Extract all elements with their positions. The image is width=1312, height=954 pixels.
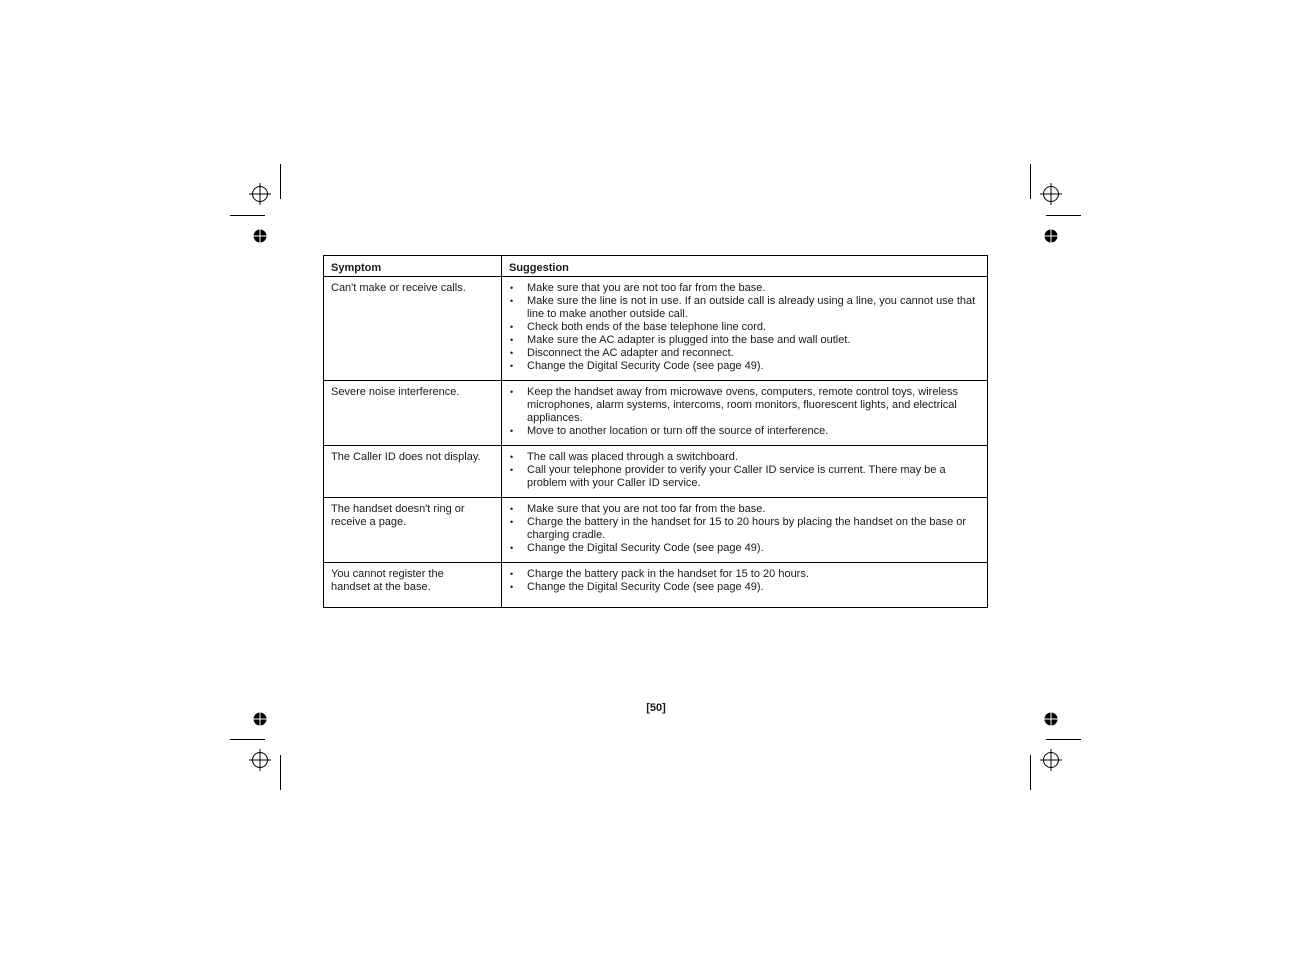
symptom-cell <box>324 446 502 498</box>
symptom-text: The handset doesn't ring or receive a page. <box>331 503 465 528</box>
page-number: [50] <box>646 702 666 714</box>
suggestion-item: • Change the Digital Security Code (see page 49). <box>509 581 980 594</box>
troubleshooting-table <box>323 255 988 608</box>
symptom-text: Severe noise interference. <box>331 386 460 398</box>
symptom-text: You cannot register the handset at the base. <box>331 568 444 593</box>
suggestion-item: • Move to another location or turn off the source of interference. <box>509 425 980 438</box>
crosshair-target-icon <box>1039 182 1063 206</box>
registration-dot-icon <box>252 228 268 244</box>
table-row <box>324 563 988 608</box>
suggestion-item: • Charge the battery pack in the handset for 15 to 20 hours. <box>509 568 980 581</box>
crop-line <box>280 164 281 199</box>
suggestion-item: • Charge the battery in the handset for 15 to 20 hours by placing the handset on the base or charging cradle. <box>509 516 980 542</box>
suggestion-list <box>509 386 980 438</box>
suggestion-item: • The call was placed through a switchboard. <box>509 451 980 464</box>
suggestion-item: • Make sure the line is not in use. If an outside call is already using a line, you cannot use that line to make another outside call. <box>509 295 980 321</box>
suggestion-item: • Change the Digital Security Code (see page 49). <box>509 360 980 373</box>
crop-line <box>1046 215 1081 216</box>
suggestion-item: • Keep the handset away from microwave ovens, computers, remote control toys, wireless microphones, alarm systems, intercoms, room monitors, fluorescent lights, and electrical appliances. <box>509 386 980 425</box>
suggestion-cell <box>502 381 988 446</box>
suggestion-cell <box>502 498 988 563</box>
symptom-cell <box>324 563 502 608</box>
crop-line <box>230 215 265 216</box>
crop-line <box>1030 164 1031 199</box>
crop-line <box>1046 739 1081 740</box>
suggestion-item: • Change the Digital Security Code (see page 49). <box>509 542 980 555</box>
crop-line <box>230 739 265 740</box>
suggestion-item: • Check both ends of the base telephone line cord. <box>509 321 980 334</box>
suggestion-list <box>509 568 980 594</box>
suggestion-item: • Make sure that you are not too far from the base. <box>509 282 980 295</box>
suggestion-item: • Call your telephone provider to verify your Caller ID service is current. There may be a problem with your Caller ID service. <box>509 464 980 490</box>
suggestion-cell <box>502 563 988 608</box>
symptom-text: The Caller ID does not display. <box>331 451 481 463</box>
suggestion-item: • Make sure that you are not too far from the base. <box>509 503 980 516</box>
suggestion-item: • Make sure the AC adapter is plugged into the base and wall outlet. <box>509 334 980 347</box>
suggestion-list <box>509 503 980 555</box>
crosshair-target-icon <box>1039 748 1063 772</box>
crosshair-target-icon <box>248 182 272 206</box>
registration-dot-icon <box>1043 228 1059 244</box>
suggestion-column-header: Suggestion <box>502 256 988 277</box>
suggestion-list <box>509 451 980 490</box>
symptom-column-header: Symptom <box>324 256 502 277</box>
table-header-row <box>324 256 988 277</box>
table-row <box>324 498 988 563</box>
symptom-text: Can't make or receive calls. <box>331 282 466 294</box>
suggestion-cell <box>502 446 988 498</box>
suggestion-list <box>509 282 980 373</box>
crop-line <box>280 755 281 790</box>
crop-line <box>1030 755 1031 790</box>
table-row <box>324 381 988 446</box>
symptom-cell <box>324 498 502 563</box>
symptom-cell <box>324 381 502 446</box>
suggestion-cell <box>502 277 988 381</box>
table-row <box>324 277 988 381</box>
symptom-cell <box>324 277 502 381</box>
table-row <box>324 446 988 498</box>
suggestion-item: • Disconnect the AC adapter and reconnect. <box>509 347 980 360</box>
crosshair-target-icon <box>248 748 272 772</box>
